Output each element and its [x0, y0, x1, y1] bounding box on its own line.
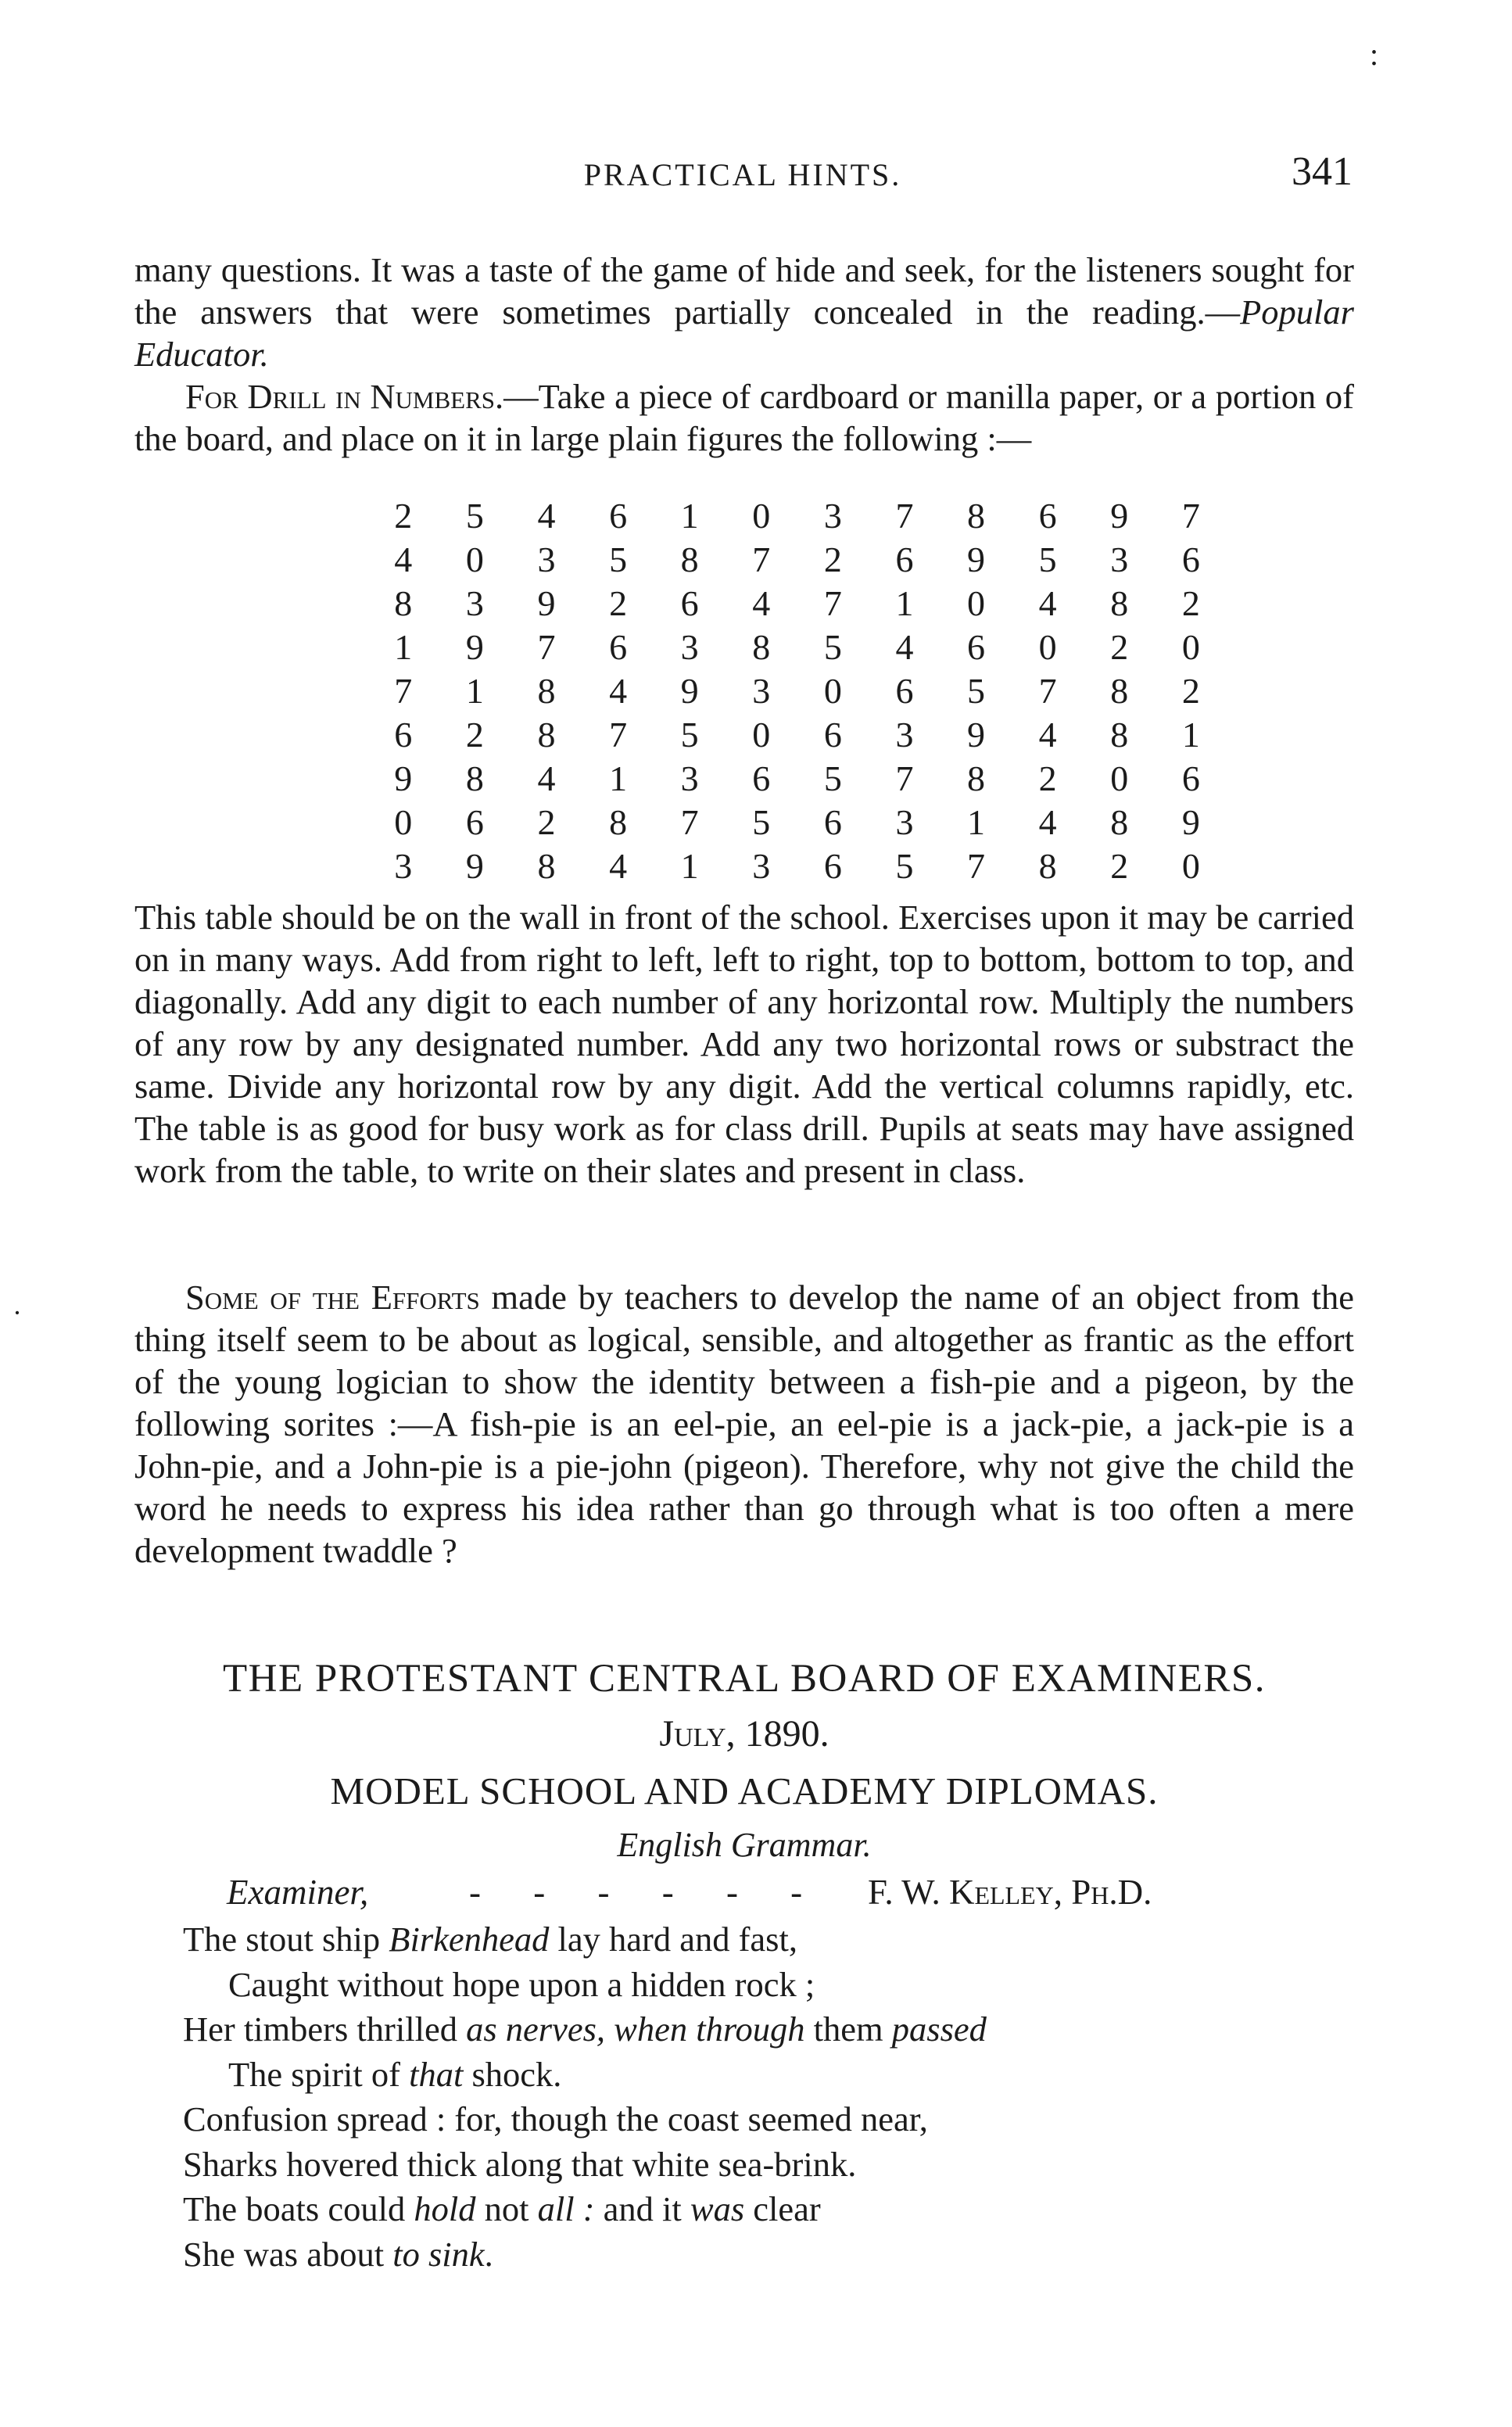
number-table-cell: 5	[609, 540, 628, 579]
number-table-row	[367, 844, 1227, 888]
number-table-cell: 8	[1110, 715, 1129, 755]
number-table-cell: 5	[823, 758, 842, 798]
number-table-cell: 0	[1181, 627, 1200, 667]
number-table-cell: 1	[967, 802, 986, 842]
number-table-cell: 5	[1038, 540, 1057, 579]
number-table-cell: 9	[394, 758, 413, 798]
number-table-cell: 3	[895, 802, 914, 842]
number-table-cell: 0	[967, 583, 986, 623]
poem-line: Sharks hovered thick along that white sea-brink.	[183, 2144, 857, 2184]
number-table-cell: 2	[394, 496, 413, 536]
examiner-line	[227, 1870, 1267, 1914]
number-table-cell: 3	[680, 758, 699, 798]
number-table-cell: 6	[1038, 496, 1057, 536]
number-table-cell: 4	[752, 583, 771, 623]
number-table-cell: 1	[895, 583, 914, 623]
number-table-cell: 0	[1110, 758, 1129, 798]
number-table-cell: 4	[537, 758, 556, 798]
examiner-label: Examiner,	[227, 1873, 369, 1912]
examiner-name: F. W. Kelley, Ph.D.	[868, 1873, 1152, 1912]
number-table-cell: 0	[752, 496, 771, 536]
number-table-cell: 1	[394, 627, 413, 667]
paragraph-lead: Some of the Efforts	[185, 1278, 480, 1317]
number-table-cell: 5	[895, 846, 914, 886]
number-table-cell: 8	[537, 846, 556, 886]
number-table-cell: 6	[823, 715, 842, 755]
number-table-cell: 2	[537, 802, 556, 842]
number-table-cell: 8	[1110, 671, 1129, 711]
number-table-cell: 8	[1038, 846, 1057, 886]
poem-line: She was about to sink.	[183, 2234, 493, 2274]
diplomas-heading: MODEL SCHOOL AND ACADEMY DIPLOMAS.	[330, 1769, 1159, 1812]
number-table-cell: 5	[752, 802, 771, 842]
number-table-cell: 3	[823, 496, 842, 536]
number-table-row	[367, 582, 1227, 626]
number-table-cell: 8	[752, 627, 771, 667]
number-table-cell: 5	[967, 671, 986, 711]
number-table-cell: 1	[1181, 715, 1200, 755]
number-table-cell: 2	[1038, 758, 1057, 798]
paragraph-text: This table should be on the wall in front of the school. Exercises upon it may be carried on in many ways. Add from right to left, left to right, top to bottom, bottom to top, and diagonally. Add any digit to each number of any horizontal row. Multiply the numbers of any row by any designated number. Add any two horizontal rows or substract the same. Divide any horizontal row by any digit. Add the vertical columns rapidly, etc. The table is as good for busy work as for class drill. Pupils at seats may have assigned work from the table, to write on their slates and present in class.	[134, 898, 1354, 1190]
number-table-cell: 9	[537, 583, 556, 623]
number-table-cell: 8	[609, 802, 628, 842]
number-table-cell: 3	[752, 671, 771, 711]
number-table-cell: 6	[823, 846, 842, 886]
number-table-cell: 7	[609, 715, 628, 755]
number-table-cell: 8	[967, 496, 986, 536]
paragraph-text: many questions. It was a taste of the game of hide and seek, for the listeners sought for the answers that were sometimes partially concealed in the reading.—	[134, 250, 1354, 332]
number-table-row	[367, 757, 1227, 801]
number-table-cell: 0	[465, 540, 484, 579]
number-table-cell: 2	[1110, 627, 1129, 667]
number-table-cell: 7	[752, 540, 771, 579]
number-table-cell: 2	[465, 715, 484, 755]
number-table	[367, 494, 1227, 888]
running-title: PRACTICAL HINTS.	[583, 157, 902, 192]
number-table-cell: 0	[823, 671, 842, 711]
paragraph-lead: For Drill in Numbers.	[185, 377, 504, 416]
poem-line: The stout ship Birkenhead lay hard and fast,	[183, 1920, 797, 1959]
number-table-cell: 1	[680, 496, 699, 536]
number-table-row	[367, 713, 1227, 757]
poem-line: The boats could hold not all : and it was clear	[183, 2189, 821, 2228]
paragraph-drill-in-numbers	[134, 375, 1354, 460]
number-table-cell: 1	[680, 846, 699, 886]
number-table-cell: 7	[537, 627, 556, 667]
corner-marks: :	[1370, 37, 1379, 72]
number-table-cell: 3	[680, 627, 699, 667]
number-table-cell: 3	[1110, 540, 1129, 579]
number-table-cell: 8	[537, 671, 556, 711]
number-table-cell: 4	[1038, 802, 1057, 842]
number-table-cell: 6	[609, 627, 628, 667]
number-table-cell: 5	[680, 715, 699, 755]
number-table-cell: 9	[1181, 802, 1200, 842]
number-table-cell: 9	[1110, 496, 1129, 536]
number-table-cell: 6	[1181, 758, 1200, 798]
number-table-cell: 9	[967, 540, 986, 579]
number-table-cell: 6	[895, 671, 914, 711]
number-table-cell: 2	[609, 583, 628, 623]
number-table-cell: 4	[609, 671, 628, 711]
number-table-cell: 3	[752, 846, 771, 886]
number-table-cell: 2	[1181, 671, 1200, 711]
paragraph-popular-educator	[134, 249, 1354, 375]
number-table-cell: 7	[1038, 671, 1057, 711]
number-table-cell: 6	[680, 583, 699, 623]
number-table-cell: 2	[823, 540, 842, 579]
number-table-cell: 8	[465, 758, 484, 798]
number-table-cell: 5	[465, 496, 484, 536]
number-table-cell: 8	[1110, 802, 1129, 842]
number-table-cell: 5	[823, 627, 842, 667]
number-table-cell: 6	[394, 715, 413, 755]
number-table-cell: 6	[967, 627, 986, 667]
number-table-cell: 4	[537, 496, 556, 536]
page-header	[133, 149, 1353, 203]
number-table-cell: 8	[394, 583, 413, 623]
number-table-cell: 1	[465, 671, 484, 711]
poem-line: The spirit of that shock.	[228, 2054, 562, 2094]
number-table-cell: 4	[394, 540, 413, 579]
number-table-cell: 0	[752, 715, 771, 755]
number-table-cell: 7	[394, 671, 413, 711]
number-table-row	[367, 538, 1227, 582]
poem-line: Her timbers thrilled as nerves, when through them passed	[183, 2009, 987, 2049]
number-table-cell: 4	[609, 846, 628, 886]
number-table-cell: 4	[895, 627, 914, 667]
number-table-cell: 4	[1038, 715, 1057, 755]
number-table-cell: 6	[609, 496, 628, 536]
page-number: 341	[1292, 149, 1353, 194]
number-table-cell: 2	[1181, 583, 1200, 623]
number-table-cell: 7	[895, 496, 914, 536]
number-table-cell: 0	[1181, 846, 1200, 886]
paragraph-text: made by teachers to develop the name of an object from the thing itself seem to be about as logical, sensible, and altogether as frantic as the effort of the young logician to show the identity between a fish-pie and a pigeon, by the following sorites :—A fish-pie is an eel-pie, an eel-pie is a jack-pie, a jack-pie is a John-pie, and a John-pie is a pie-john (pigeon). Therefore, why not give the child the word he needs to express his idea rather than go through what is too often a mere development twaddle ?	[134, 1278, 1354, 1570]
board-heading: THE PROTESTANT CENTRAL BOARD OF EXAMINERS.	[223, 1657, 1266, 1701]
number-table-row	[367, 494, 1227, 538]
source-citation: Popular Educator.	[134, 292, 1354, 374]
number-table-cell: 9	[465, 846, 484, 886]
number-table-cell: 6	[465, 802, 484, 842]
examiner-dashes: - - - - - -	[469, 1873, 825, 1912]
number-table-row	[367, 626, 1227, 669]
subject-heading: English Grammar.	[617, 1826, 872, 1864]
poem-line: Caught without hope upon a hidden rock ;	[228, 1964, 815, 2004]
number-table-cell: 3	[394, 846, 413, 886]
number-table-cell: 6	[752, 758, 771, 798]
number-table-cell: 7	[895, 758, 914, 798]
number-table-cell: 6	[1181, 540, 1200, 579]
exam-date: July, 1890.	[659, 1713, 829, 1755]
number-table-cell: 8	[967, 758, 986, 798]
poem-line: Confusion spread : for, though the coast seemed near,	[183, 2099, 928, 2138]
number-table-cell: 7	[680, 802, 699, 842]
paragraph-table-exercises	[134, 896, 1354, 1192]
number-table-row	[367, 669, 1227, 713]
number-table-cell: 3	[895, 715, 914, 755]
number-table-cell: 3	[465, 583, 484, 623]
number-table-cell: 0	[394, 802, 413, 842]
paragraph-text: —Take a piece of cardboard or manilla paper, or a portion of the board, and place on it in large plain figures the following :—	[134, 377, 1354, 458]
number-table-cell: 0	[1038, 627, 1057, 667]
number-table-cell: 9	[465, 627, 484, 667]
number-table-cell: 1	[609, 758, 628, 798]
number-table-cell: 7	[823, 583, 842, 623]
number-table-cell: 7	[1181, 496, 1200, 536]
number-table-cell: 8	[537, 715, 556, 755]
paragraph-efforts	[134, 1276, 1354, 1572]
number-table-cell: 9	[967, 715, 986, 755]
number-table-cell: 7	[967, 846, 986, 886]
number-table-cell: 8	[680, 540, 699, 579]
margin-dot: ·	[13, 1297, 22, 1328]
number-table-cell: 8	[1110, 583, 1129, 623]
number-table-row	[367, 801, 1227, 844]
number-table-cell: 4	[1038, 583, 1057, 623]
number-table-cell: 3	[537, 540, 556, 579]
number-table-cell: 6	[895, 540, 914, 579]
number-table-cell: 2	[1110, 846, 1129, 886]
number-table-cell: 6	[823, 802, 842, 842]
poem	[183, 1917, 1277, 2277]
number-table-cell: 9	[680, 671, 699, 711]
